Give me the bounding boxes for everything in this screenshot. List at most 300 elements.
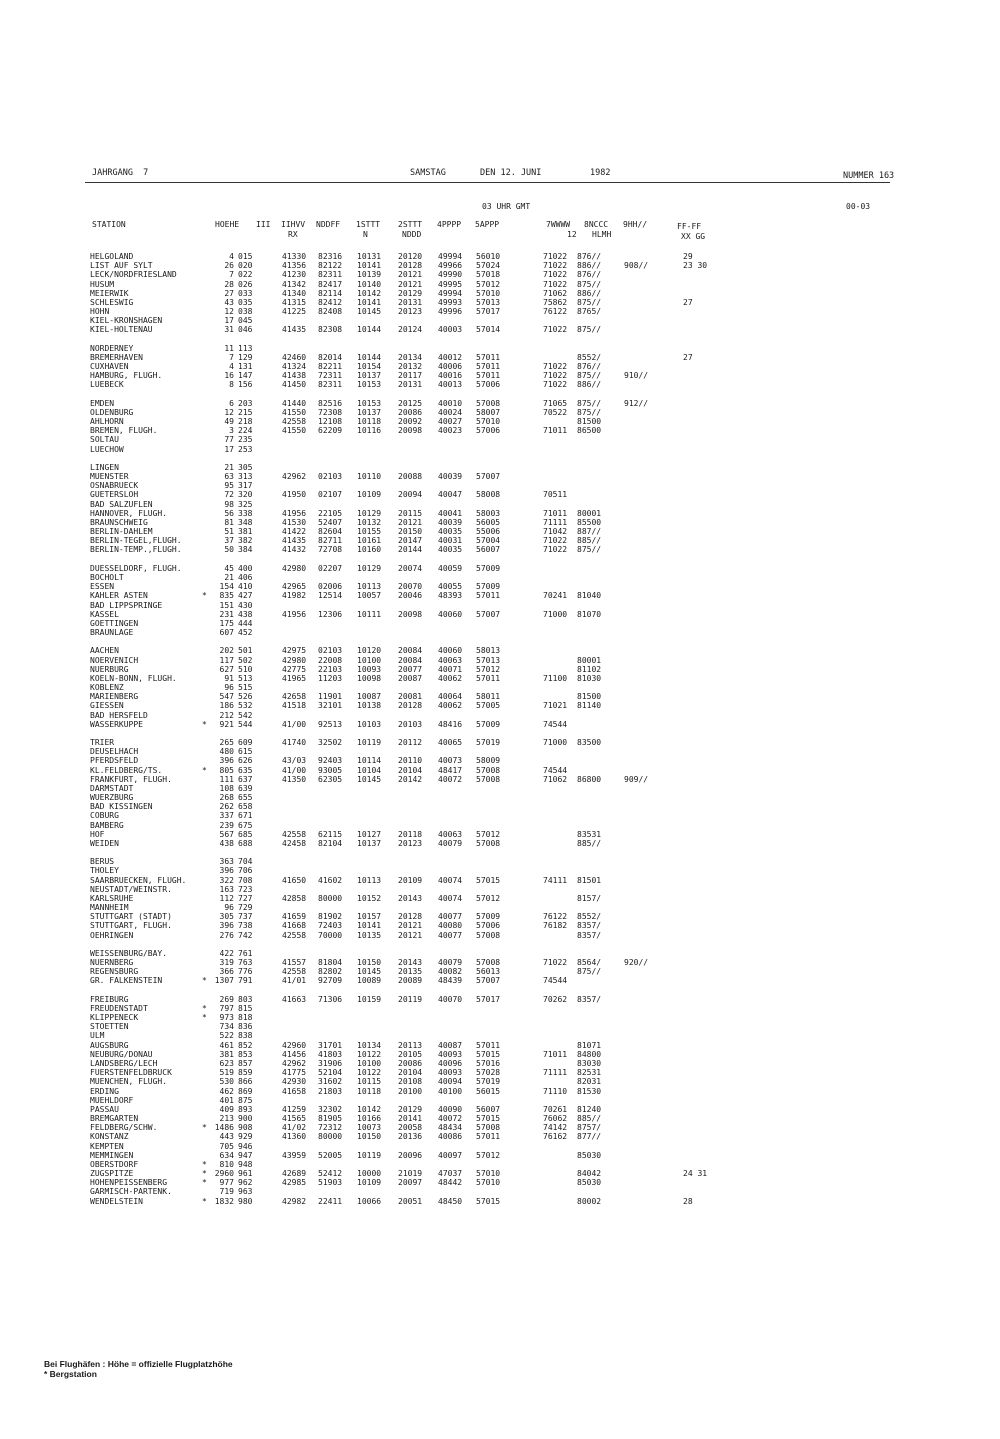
cell-a: 10155 (357, 527, 382, 537)
cell-n: 920// (624, 958, 649, 968)
cell-s: PFERDSFELD (90, 756, 139, 766)
cell-v: 41340 (282, 288, 307, 298)
cell-a: 10141 (357, 921, 382, 931)
cell-p: 40072 (438, 774, 463, 784)
cell-h: 366 (219, 967, 234, 977)
cell-i: 838 (238, 1031, 253, 1041)
cell-p: 48416 (438, 719, 463, 729)
cell-i: 384 (238, 545, 253, 555)
cell-h: 627 (219, 664, 234, 674)
cell-q: 57015 (476, 875, 501, 885)
cell-d: 82308 (318, 325, 343, 335)
cell-d: 81902 (318, 912, 343, 922)
cell-b: 20144 (398, 545, 423, 555)
col-8nccc-sub: HLMH (592, 230, 612, 239)
cell-q: 57028 (476, 1068, 501, 1078)
cell-i: 727 (238, 893, 253, 903)
cell-a: 10089 (357, 976, 382, 986)
cell-d: 62115 (318, 829, 343, 839)
cell-a: 10087 (357, 692, 382, 702)
cell-s: KONSTANZ (90, 1132, 129, 1142)
cell-h: 213 (219, 1114, 234, 1123)
cell-b: 20150 (398, 527, 423, 537)
cell-h: 634 (219, 1150, 234, 1160)
cell-i: 544 (238, 719, 253, 729)
cell-c: 8357/ (577, 930, 602, 940)
cell-w: 71065 (543, 398, 568, 408)
cell-h: 1307 (214, 976, 234, 986)
cell-v: 41350 (282, 774, 307, 784)
cell-h: 175 (219, 618, 234, 628)
cell-s: LANDSBERG/LECH (90, 1059, 158, 1068)
cell-p: 40072 (438, 1114, 463, 1123)
cell-s: KLIPPENECK (90, 1013, 139, 1023)
cell-i: 305 (238, 462, 253, 472)
cell-c: 84800 (577, 1049, 602, 1059)
cell-h: 151 (219, 600, 234, 610)
cell-s: BERUS (90, 857, 115, 867)
cell-a: 10141 (357, 261, 382, 271)
cell-d: 22105 (318, 508, 343, 518)
jahrgang: JAHRGANG 7 (92, 168, 149, 178)
cell-b: 20142 (398, 774, 423, 784)
cell-p: 40070 (438, 994, 463, 1004)
cell-p: 40077 (438, 930, 463, 940)
cell-a: 10154 (357, 362, 382, 371)
cell-i: 147 (238, 371, 253, 381)
cell-p: 40090 (438, 1104, 463, 1114)
cell-q: 56005 (476, 517, 501, 527)
col-ffff: FF-FF (677, 222, 702, 231)
cell-h: 396 (219, 921, 234, 931)
cell-c: 81501 (577, 875, 602, 885)
cell-i: 313 (238, 472, 253, 482)
cell-a: 10093 (357, 664, 382, 674)
cell-q: 57005 (476, 701, 501, 711)
cell-s: BREMEN, FLUGH. (90, 426, 158, 436)
cell-i: 675 (238, 820, 253, 830)
cell-q: 57015 (476, 1114, 501, 1123)
cell-p: 40062 (438, 701, 463, 711)
cell-v: 41956 (282, 609, 307, 619)
cell-b: 20147 (398, 536, 423, 546)
cell-h: 530 (219, 1077, 234, 1087)
cell-w: 71022 (543, 536, 568, 546)
cell-q: 57015 (476, 1049, 501, 1059)
cell-h: 111 (219, 774, 234, 784)
cell-q: 57009 (476, 582, 501, 592)
cell-i: 962 (238, 1178, 253, 1188)
cell-d: 72311 (318, 371, 343, 381)
cell-s: WEIDEN (90, 838, 119, 848)
cell-v: 41330 (282, 252, 307, 261)
cell-h: 805 (219, 765, 234, 775)
cell-h: 21 (224, 462, 234, 472)
cell-i: 869 (238, 1086, 253, 1096)
cell-c: 8765/ (577, 307, 602, 316)
cell-p: 40055 (438, 582, 463, 592)
cell-b: 20123 (398, 307, 423, 316)
cell-v: 41982 (282, 591, 307, 601)
cell-v: 43959 (282, 1150, 307, 1160)
cell-a: 10157 (357, 912, 382, 922)
cell-d: 21803 (318, 1086, 343, 1096)
cell-q: 56010 (476, 252, 501, 261)
time-range: 00-03 (846, 202, 871, 211)
cell-i: 452 (238, 628, 253, 637)
cell-b: 20131 (398, 297, 423, 307)
cell-d: 82412 (318, 297, 343, 307)
cell-s: MARIENBERG (90, 692, 139, 702)
cell-p: 48442 (438, 1178, 463, 1188)
cell-b: 20105 (398, 1049, 423, 1059)
cell-d: 22103 (318, 664, 343, 674)
cell-d: 11203 (318, 673, 343, 683)
cell-b: 20128 (398, 912, 423, 922)
cell-w: 76162 (543, 1132, 568, 1142)
cell-c: 80002 (577, 1196, 602, 1206)
cell-a: 10159 (357, 994, 382, 1004)
cell-i: 626 (238, 756, 253, 766)
cell-q: 56007 (476, 545, 501, 555)
cell-a: 10073 (357, 1123, 382, 1133)
cell-h: 51 (224, 527, 234, 537)
cell-p: 49966 (438, 261, 463, 271)
cell-s: LECK/NORDFRIESLAND (90, 270, 177, 280)
cell-q: 57010 (476, 417, 501, 427)
cell-c: 8552/ (577, 912, 602, 922)
cell-p: 40006 (438, 362, 463, 371)
footnote-mountain-station: * Bergstation (44, 1369, 97, 1379)
header-rule (85, 182, 890, 183)
cell-q: 57011 (476, 362, 501, 371)
cell-a: 10122 (357, 1049, 382, 1059)
cell-i: 948 (238, 1159, 253, 1169)
cell-q: 57008 (476, 1123, 501, 1133)
cell-p: 40082 (438, 967, 463, 977)
cell-v: 42558 (282, 930, 307, 940)
cell-h: 17 (224, 444, 234, 454)
cell-s: WASSERKUPPE (90, 719, 143, 729)
cell-h: 262 (219, 802, 234, 812)
cell-q: 57008 (476, 958, 501, 968)
cell-m: * (202, 591, 207, 601)
cell-w: 71022 (543, 371, 568, 381)
cell-h: 11 (224, 343, 234, 353)
cell-i: 224 (238, 426, 253, 436)
cell-s: HOF (90, 829, 105, 839)
cell-q: 57019 (476, 738, 501, 747)
cell-q: 57007 (476, 472, 501, 482)
cell-a: 10144 (357, 325, 382, 335)
cell-v: 42980 (282, 655, 307, 665)
cell-n: 912// (624, 398, 649, 408)
cell-c: 81500 (577, 417, 602, 427)
cell-a: 10141 (357, 297, 382, 307)
cell-i: 129 (238, 352, 253, 362)
cell-h: 519 (219, 1068, 234, 1078)
cell-h: 835 (219, 591, 234, 601)
cell-s: OBERSTDORF (90, 1159, 139, 1169)
cell-h: 96 (224, 683, 234, 692)
cell-v: 42558 (282, 417, 307, 427)
cell-i: 818 (238, 1013, 253, 1023)
cell-a: 10113 (357, 582, 382, 592)
col-1sttt-sub: N (363, 230, 368, 239)
cell-h: 319 (219, 958, 234, 968)
cell-h: 27 (224, 288, 234, 298)
cell-v: 42962 (282, 1059, 307, 1068)
cell-h: 63 (224, 472, 234, 482)
cell-v: 41668 (282, 921, 307, 931)
cell-h: 154 (219, 582, 234, 592)
cell-q: 58003 (476, 508, 501, 518)
cell-w: 75862 (543, 297, 568, 307)
cell-a: 10110 (357, 472, 382, 482)
cell-s: BERLIN-DAHLEM (90, 527, 153, 537)
cell-d: 70000 (318, 930, 343, 940)
cell-h: 381 (219, 1049, 234, 1059)
cell-h: 401 (219, 1095, 234, 1105)
cell-w: 71011 (543, 508, 568, 518)
cell-h: 17 (224, 316, 234, 326)
cell-i: 038 (238, 307, 253, 316)
cell-p: 49995 (438, 279, 463, 289)
cell-h: 163 (219, 884, 234, 894)
cell-h: 37 (224, 536, 234, 546)
cell-g: 27 (683, 352, 693, 362)
cell-c: 81071 (577, 1040, 602, 1050)
cell-a: 10118 (357, 417, 382, 427)
cell-s: NEUSTADT/WEINSTR. (90, 884, 172, 894)
cell-v: 42558 (282, 829, 307, 839)
cell-p: 40060 (438, 646, 463, 656)
cell-v: 41438 (282, 371, 307, 381)
cell-i: 708 (238, 875, 253, 885)
cell-w: 71021 (543, 701, 568, 711)
cell-s: MUENCHEN, FLUGH. (90, 1077, 168, 1087)
cell-b: 20120 (398, 252, 423, 261)
cell-b: 20141 (398, 1114, 423, 1123)
cell-a: 10139 (357, 270, 382, 280)
cell-w: 71011 (543, 426, 568, 436)
cell-c: 875// (577, 545, 602, 555)
cell-a: 10057 (357, 591, 382, 601)
cell-i: 738 (238, 921, 253, 931)
cell-d: 82711 (318, 536, 343, 546)
cell-n: 910// (624, 371, 649, 381)
cell-s: LUEBECK (90, 380, 124, 390)
cell-a: 10000 (357, 1169, 382, 1178)
cell-b: 20143 (398, 893, 423, 903)
cell-i: 131 (238, 362, 253, 371)
cell-w: 76062 (543, 1114, 568, 1123)
cell-c: 875// (577, 407, 602, 417)
cell-s: LIST AUF SYLT (90, 261, 153, 271)
cell-i: 853 (238, 1049, 253, 1059)
cell-d: 82211 (318, 362, 343, 371)
cell-s: FREIBURG (90, 994, 129, 1004)
cell-i: 502 (238, 655, 253, 665)
cell-p: 40073 (438, 756, 463, 766)
cell-q: 56007 (476, 1104, 501, 1114)
cell-i: 045 (238, 316, 253, 326)
cell-v: 42658 (282, 692, 307, 702)
cell-v: 41659 (282, 912, 307, 922)
cell-b: 20128 (398, 261, 423, 271)
cell-i: 526 (238, 692, 253, 702)
cell-a: 10111 (357, 609, 382, 619)
cell-i: 438 (238, 609, 253, 619)
cell-s: ERDING (90, 1086, 119, 1096)
cell-a: 10150 (357, 1132, 382, 1142)
cell-i: 875 (238, 1095, 253, 1105)
cell-q: 57009 (476, 719, 501, 729)
cell-s: SOLTAU (90, 435, 119, 445)
cell-s: KEMPTEN (90, 1141, 124, 1151)
cell-v: 42962 (282, 472, 307, 482)
cell-s: STUTTGART (STADT) (90, 912, 172, 922)
cell-i: 235 (238, 435, 253, 445)
cell-s: AUGSBURG (90, 1040, 129, 1050)
cell-q: 57009 (476, 563, 501, 573)
cell-v: 41956 (282, 508, 307, 518)
cell-h: 43 (224, 297, 234, 307)
cell-s: BAMBERG (90, 820, 124, 830)
cell-b: 20115 (398, 508, 423, 518)
cell-b: 20074 (398, 563, 423, 573)
cell-i: 639 (238, 783, 253, 793)
cell-d: 72312 (318, 1123, 343, 1133)
cell-h: 734 (219, 1022, 234, 1032)
cell-i: 946 (238, 1141, 253, 1151)
cell-d: 81804 (318, 958, 343, 968)
cell-p: 40071 (438, 664, 463, 674)
cell-i: 866 (238, 1077, 253, 1087)
cell-q: 57018 (476, 270, 501, 280)
cell-m: * (202, 976, 207, 986)
cell-q: 57011 (476, 591, 501, 601)
cell-s: FRANKFURT, FLUGH. (90, 774, 172, 784)
cell-p: 40059 (438, 563, 463, 573)
cell-p: 40079 (438, 838, 463, 848)
cell-b: 20103 (398, 719, 423, 729)
cell-a: 10104 (357, 765, 382, 775)
cell-s: WUERZBURG (90, 793, 134, 802)
cell-a: 10118 (357, 1086, 382, 1096)
cell-h: 265 (219, 738, 234, 747)
cell-h: 112 (219, 893, 234, 903)
cell-q: 57011 (476, 673, 501, 683)
cell-q: 57010 (476, 288, 501, 298)
cell-p: 40094 (438, 1077, 463, 1087)
cell-c: 81102 (577, 664, 602, 674)
cell-s: NUERNBERG (90, 958, 134, 968)
cell-a: 10103 (357, 719, 382, 729)
cell-b: 20124 (398, 325, 423, 335)
cell-c: 8564/ (577, 958, 602, 968)
cell-s: GOETTINGEN (90, 618, 139, 628)
cell-i: 218 (238, 417, 253, 427)
cell-a: 10098 (357, 673, 382, 683)
cell-s: NEUBURG/DONAU (90, 1049, 153, 1059)
col-station: STATION (92, 220, 126, 229)
cell-h: 522 (219, 1031, 234, 1041)
observation-time: 03 UHR GMT (482, 202, 531, 211)
cell-c: 875// (577, 325, 602, 335)
cell-p: 48450 (438, 1196, 463, 1206)
cell-w: 71000 (543, 738, 568, 747)
cell-b: 20135 (398, 967, 423, 977)
cell-v: 42458 (282, 838, 307, 848)
cell-c: 85030 (577, 1178, 602, 1188)
cell-w: 71062 (543, 774, 568, 784)
cell-v: 41259 (282, 1104, 307, 1114)
cell-q: 57016 (476, 1059, 501, 1068)
cell-h: 4 (229, 362, 234, 371)
cell-v: 41530 (282, 517, 307, 527)
cell-q: 58007 (476, 407, 501, 417)
cell-h: 12 (224, 407, 234, 417)
cell-w: 71000 (543, 609, 568, 619)
cell-i: 427 (238, 591, 253, 601)
cell-c: 80001 (577, 655, 602, 665)
cell-s: AHLHORN (90, 417, 124, 427)
cell-d: 22008 (318, 655, 343, 665)
cell-b: 20098 (398, 426, 423, 436)
cell-b: 20118 (398, 829, 423, 839)
cell-i: 400 (238, 563, 253, 573)
cell-h: 268 (219, 793, 234, 802)
cell-p: 40080 (438, 921, 463, 931)
cell-w: 71062 (543, 288, 568, 298)
cell-s: KASSEL (90, 609, 119, 619)
cell-d: 82604 (318, 527, 343, 537)
cell-w: 71022 (543, 252, 568, 261)
cell-h: 49 (224, 417, 234, 427)
cell-i: 908 (238, 1123, 253, 1133)
col-iii: III (256, 220, 271, 229)
cell-i: 852 (238, 1040, 253, 1050)
cell-v: 41440 (282, 398, 307, 408)
cell-a: 10119 (357, 1150, 382, 1160)
cell-d: 52412 (318, 1169, 343, 1178)
cell-i: 615 (238, 747, 253, 757)
cell-d: 31701 (318, 1040, 343, 1050)
cell-s: HANNOVER, FLUGH. (90, 508, 168, 518)
cell-h: 547 (219, 692, 234, 702)
cell-w: 74544 (543, 976, 568, 986)
cell-a: 10113 (357, 875, 382, 885)
cell-b: 20086 (398, 407, 423, 417)
cell-i: 609 (238, 738, 253, 747)
cell-w: 70241 (543, 591, 568, 601)
cell-h: 26 (224, 261, 234, 271)
cell-b: 20104 (398, 1068, 423, 1078)
cell-c: 8552/ (577, 352, 602, 362)
cell-w: 71022 (543, 325, 568, 335)
cell-p: 48439 (438, 976, 463, 986)
cell-s: ESSEN (90, 582, 115, 592)
cell-q: 57006 (476, 380, 501, 390)
cell-a: 10137 (357, 838, 382, 848)
cell-w: 70261 (543, 1104, 568, 1114)
cell-i: 671 (238, 811, 253, 821)
cell-d: 71306 (318, 994, 343, 1004)
cell-i: 203 (238, 398, 253, 408)
cell-v: 41658 (282, 1086, 307, 1096)
cell-q: 57008 (476, 398, 501, 408)
